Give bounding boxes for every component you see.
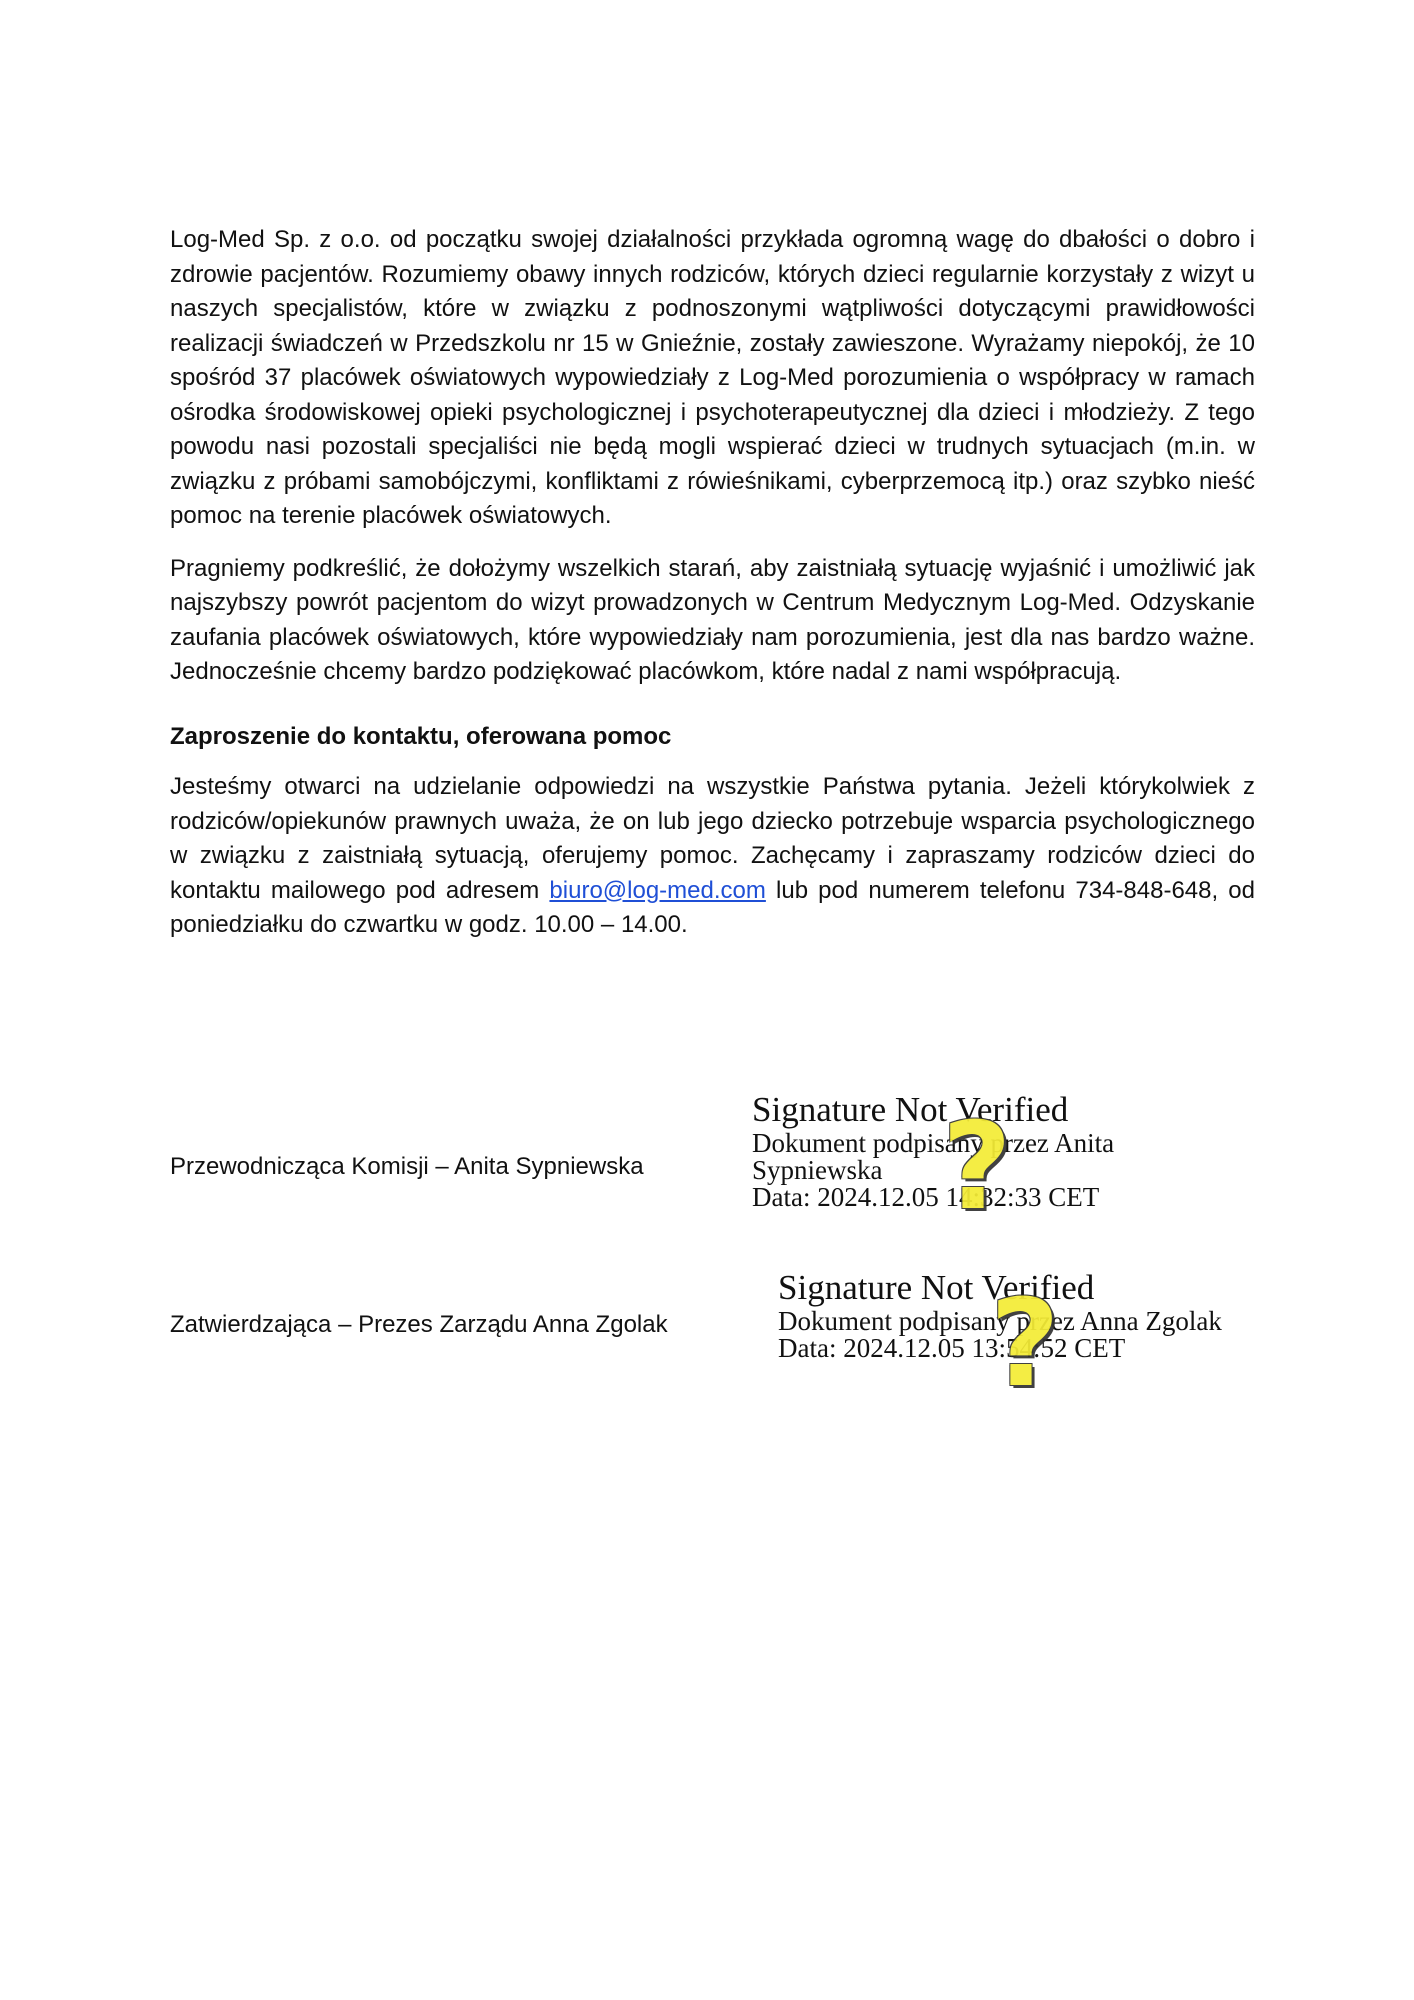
signature-1-signer-line: Dokument podpisany przez Anita [752, 1128, 1115, 1158]
document-body [170, 223, 1255, 961]
signer-1-label: Przewodnicząca Komisji – Anita Sypniewska [170, 1153, 644, 1180]
signature-2-status: Signature Not Verified [778, 1268, 1095, 1307]
signer-2-label: Zatwierdzająca – Prezes Zarządu Anna Zgolak [170, 1311, 668, 1338]
signature-1-status: Signature Not Verified [752, 1090, 1069, 1129]
signature-1-date: Data: 2024.12.05 14:32:33 CET [752, 1182, 1100, 1212]
question-mark-icon[interactable]: ? [990, 1275, 1060, 1414]
signature-2-signer-line: Dokument podpisany przez Anna Zgolak [778, 1306, 1222, 1336]
signature-2-date: Data: 2024.12.05 13:54:52 CET [778, 1333, 1126, 1363]
signature-stamp-1[interactable] [752, 1090, 1114, 1211]
signature-1-signer-line-2: Sypniewska [752, 1155, 883, 1185]
contact-heading: Zaproszenie do kontaktu, oferowana pomoc [170, 722, 672, 750]
email-link[interactable]: biuro@log-med.com [549, 876, 766, 904]
contact-text-before: Jesteśmy otwarci na udzielanie odpowiedzi na wszystkie Państwa pytania. Jeżeli którykolwiek z rodziców/opiekunów prawnych uważa, że on lub jego dziecko potrzebuje wsparcia psychologicznego w związku z zaistniałą sytuacją, oferujemy pomoc. Zachęcamy i zapraszamy rodziców dzieci do kontaktu mailowego pod adresem [170, 773, 1255, 904]
contact-text-after: lub pod numerem telefonu 734-848-648, od poniedziałku do czwartku w godz. 10.00 – 14.00. [170, 876, 1256, 938]
question-mark-icon[interactable]: ? [942, 1098, 1012, 1237]
paragraph-commitment: Pragniemy podkreślić, że dołożymy wszelkich starań, aby zaistniałą sytuację wyjaśnić i umożliwić jak najszybszy powrót pacjentom do wizyt prowadzonych w Centrum Medycznym Log-Med. Odzyskanie zaufania placówek oświatowych, które wypowiedziały nam porozumienia, jest dla nas bardzo ważne. Jednocześnie chcemy bardzo podziękować placówkom, które nadal z nami współpracują. [170, 554, 1255, 685]
paragraph-contact [170, 770, 1255, 943]
paragraph-concerns: Log-Med Sp. z o.o. od początku swojej działalności przykłada ogromną wagę do dbałości o dobro i zdrowie pacjentów. Rozumiemy obawy innych rodziców, których dzieci regularnie korzystały z wizyt u naszych specjalistów, które w związku z podnoszonymi wątpliwości dotyczącymi prawidłowości realizacji świadczeń w Przedszkolu nr 15 w Gnieźnie, zostały zawieszone. Wyrażamy niepokój, że 10 spośród 37 placówek oświatowych wypowiedziały z Log-Med porozumienia o współpracy w ramach ośrodka środowiskowej opieki psychologicznej i psychoterapeutycznej dla dzieci i młodzieży. Z tego powodu nasi pozostali specjaliści nie będą mogli wspierać dzieci w trudnych sytuacjach (m.in. w związku z próbami samobójczymi, konfliktami z rówieśnikami, cyberprzemocą itp.) oraz szybko nieść pomoc na terenie placówek oświatowych. [170, 226, 1255, 529]
